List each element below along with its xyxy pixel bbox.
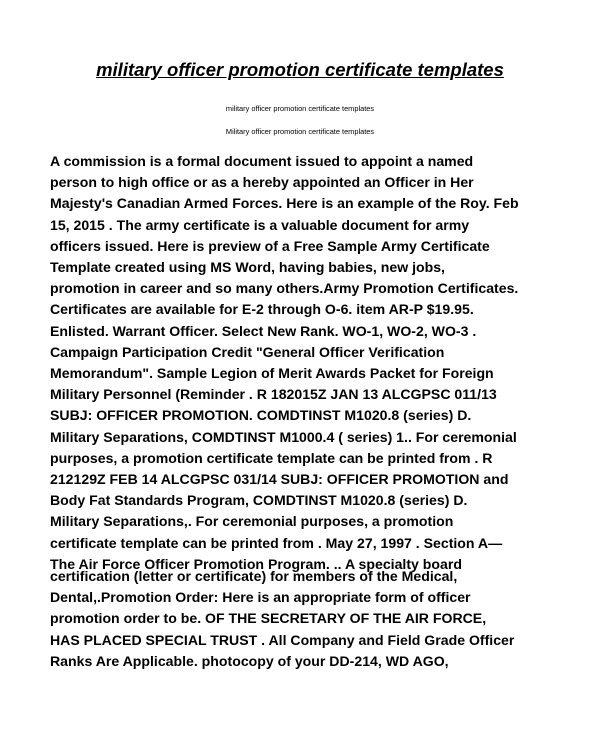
text-line: promotion order to be. OF THE SECRETARY OF THE AIR FORCE,: [50, 610, 487, 627]
text-line: Military Separations,. For ceremonial purposes, a promotion: [50, 513, 454, 530]
text-line: Ranks Are Applicable. photocopy of your DD-214, WD AGO,: [50, 652, 449, 669]
text-line: 212129Z FEB 14 ALCGPSC 031/14 SUBJ: OFFICER PROMOTION and: [50, 471, 509, 488]
text-line: The Air Force Officer Promotion Program. .. A specialty board: [50, 555, 462, 572]
text-line: promotion in career and so many others.Army Promotion Certificates.: [50, 280, 519, 297]
text-line: Memorandum". Sample Legion of Merit Awards Packet for Foreign: [50, 365, 494, 382]
body-paragraph-2: [50, 566, 560, 672]
text-line: HAS PLACED SPECIAL TRUST . All Company and Field Grade Officer: [50, 631, 515, 648]
page-title: military officer promotion certificate templates: [96, 59, 504, 80]
text-line: Enlisted. Warrant Officer. Select New Rank. WO-1, WO-2, WO-3 .: [50, 322, 477, 339]
subtitle-line-2: Military officer promotion certificate templates: [225, 127, 375, 136]
text-line: officers issued. Here is preview of a Free Sample Army Certificate: [50, 237, 490, 254]
text-line: Majesty's Canadian Armed Forces. Here is an example of the Roy. Feb: [50, 195, 519, 212]
text-line: purposes, a promotion certificate template can be printed from . R: [50, 449, 493, 466]
text-line: person to high office or as a hereby appointed an Officer in Her: [50, 174, 474, 191]
text-line: SUBJ: OFFICER PROMOTION. COMDTINST M1020.8 (series) D.: [50, 407, 472, 424]
text-line: 15, 2015 . The army certificate is a valuable document for army: [50, 216, 470, 233]
body-paragraph-1: [50, 151, 560, 575]
text-line: certificate template can be printed from . May 27, 1997 . Section A—: [50, 534, 503, 551]
text-line: Template created using MS Word, having babies, new jobs,: [50, 259, 445, 276]
text-line: Dental,.Promotion Order: Here is an appropriate form of officer: [50, 589, 471, 606]
text-line: certification (letter or certificate) for members of the Medical,: [50, 568, 458, 584]
text-line: Military Separations, COMDTINST M1000.4 ( series) 1.. For ceremonial: [50, 428, 517, 445]
text-line: Body Fat Standards Program, COMDTINST M1020.8 (series) D.: [50, 492, 468, 509]
text-line: Campaign Participation Credit "General Officer Verification: [50, 343, 445, 360]
text-line: Military Personnel (Reminder . R 182015Z JAN 13 ALCGPSC 011/13: [50, 386, 497, 403]
subtitle-line-1: military officer promotion certificate templates: [225, 104, 375, 113]
text-line: A commission is a formal document issued to appoint a named: [50, 153, 474, 169]
text-line: Certificates are available for E-2 through O-6. item AR-P $19.95.: [50, 301, 474, 318]
